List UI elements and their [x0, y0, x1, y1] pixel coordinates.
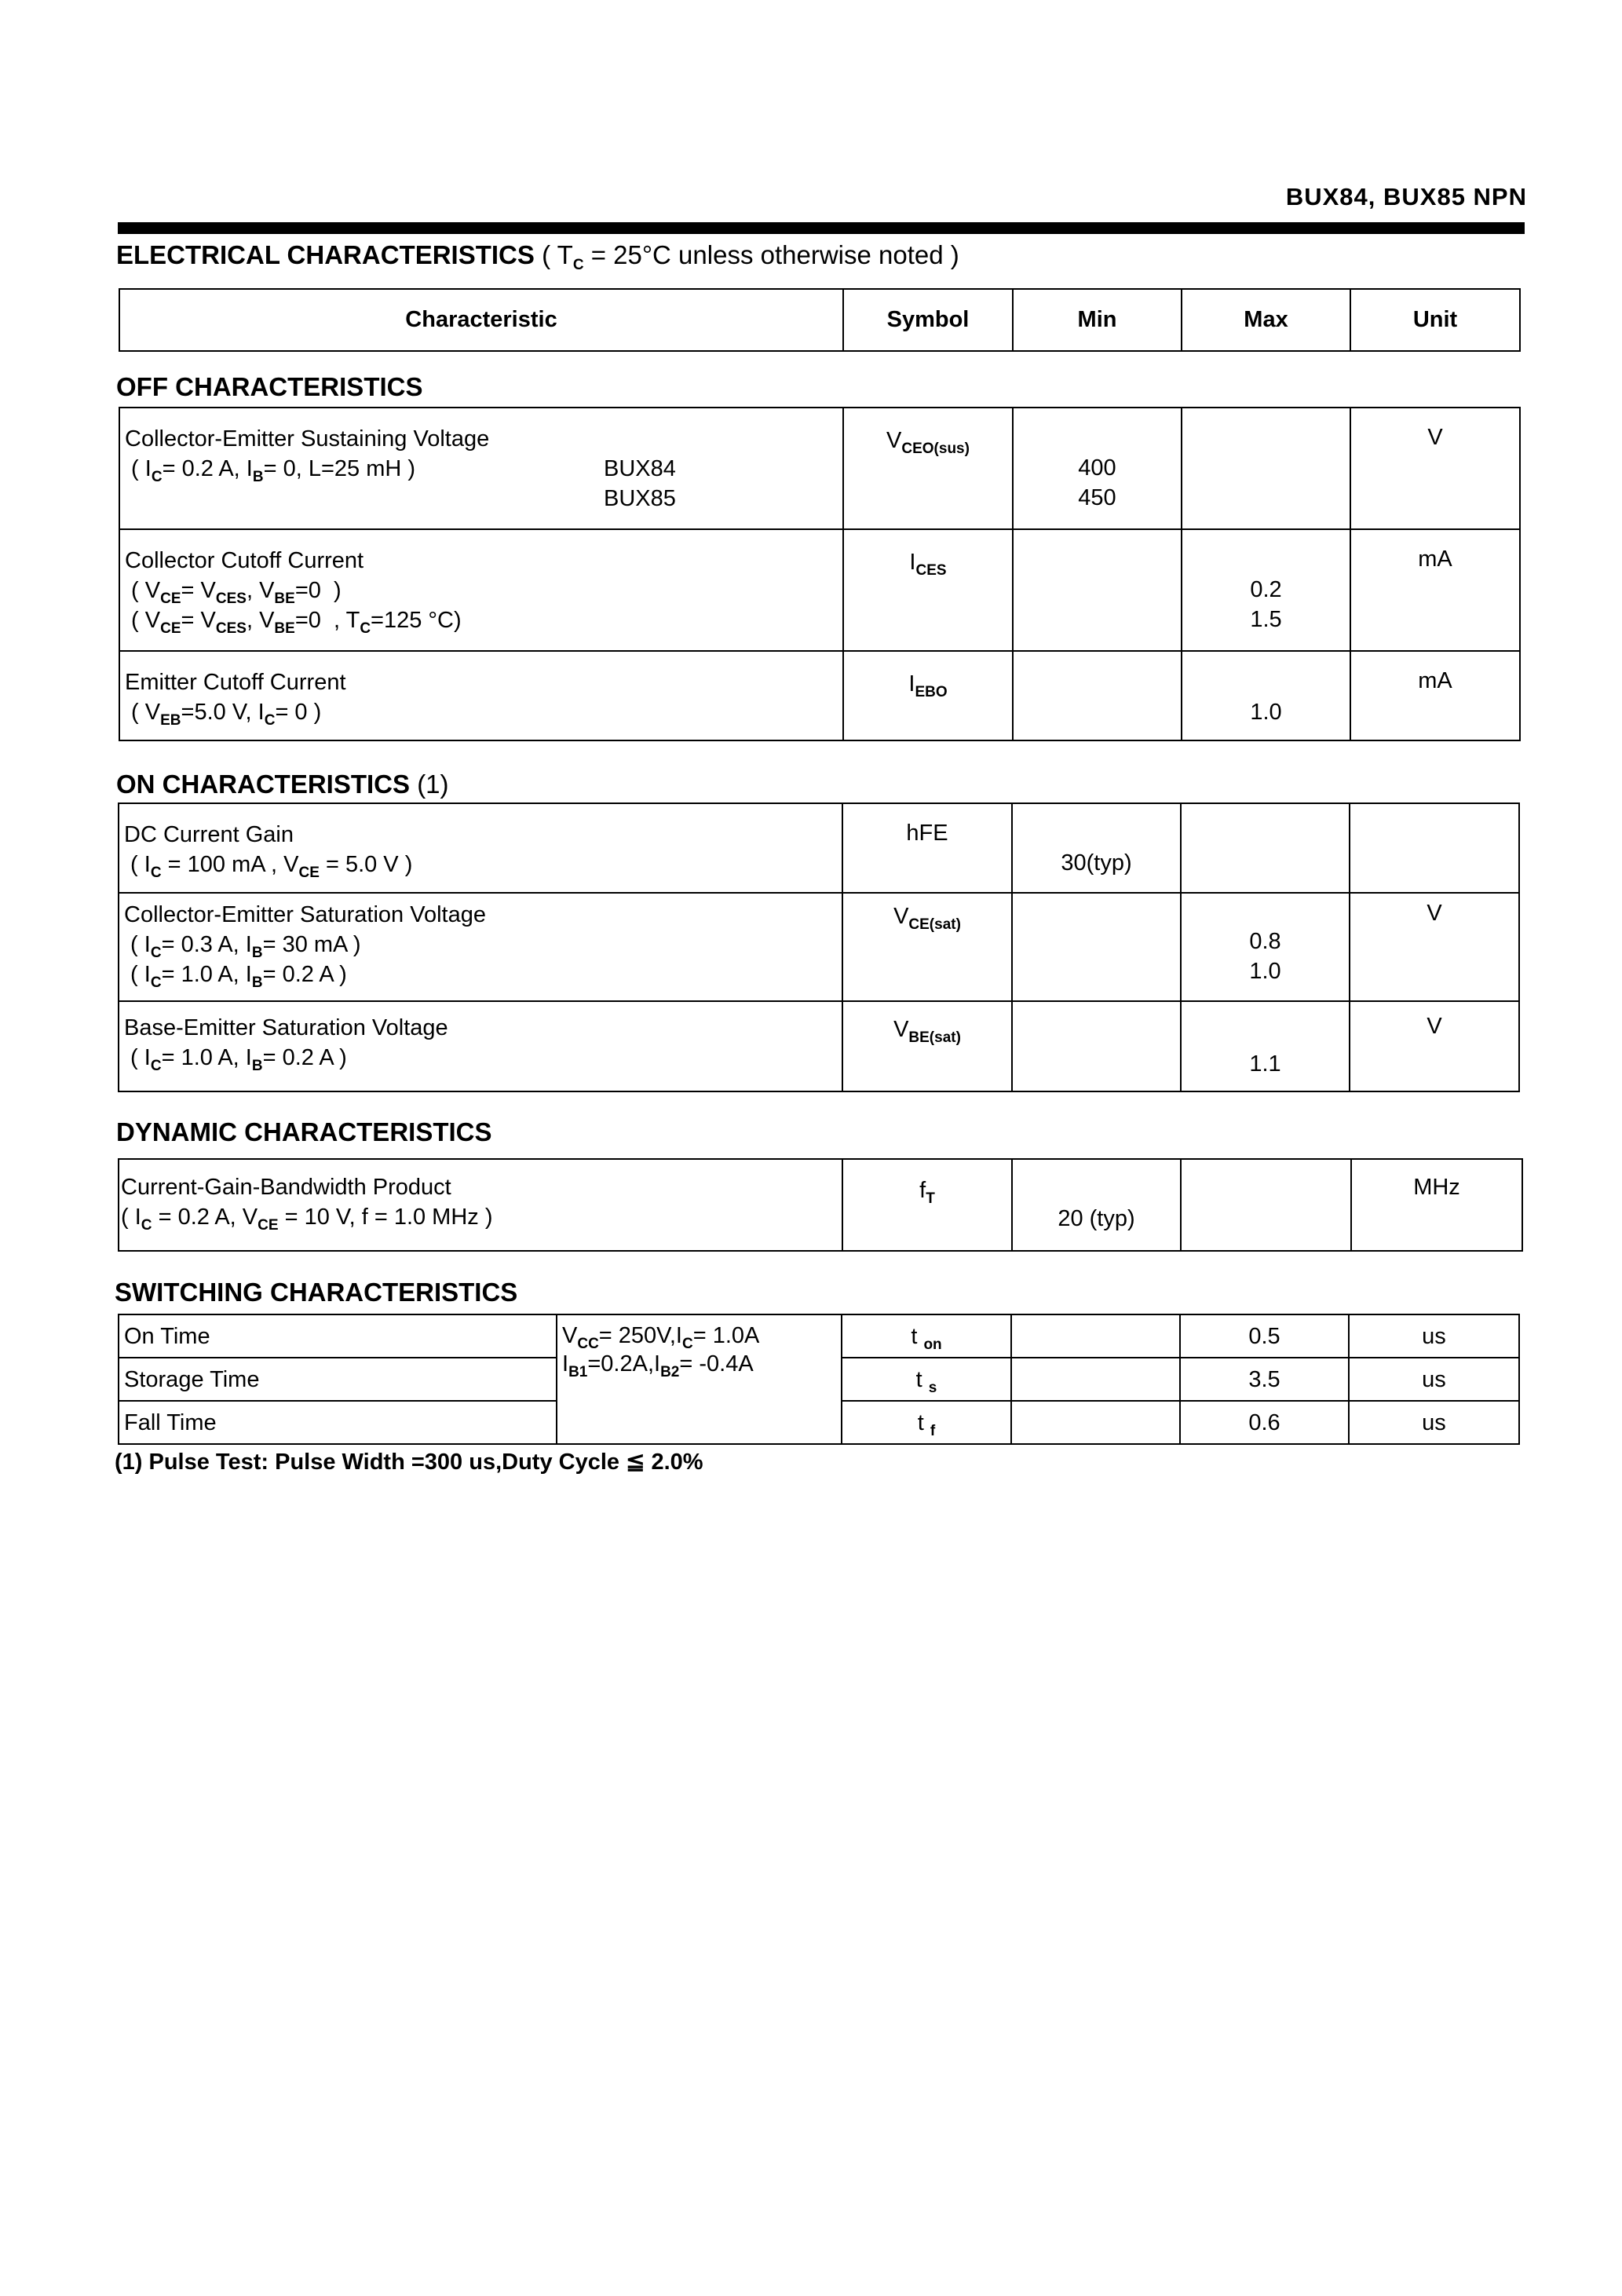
col-min: Min — [1013, 289, 1182, 351]
symbol-cell: t $_{on}$ — [842, 1314, 1011, 1358]
column-header-table — [119, 288, 1521, 352]
table-row — [119, 893, 1519, 1001]
unit-cell: us — [1349, 1358, 1519, 1401]
max-cell — [1181, 803, 1350, 893]
on-section-note: (1) — [417, 770, 449, 799]
row-name: Current-Gain-Bandwidth Product — [121, 1175, 451, 1200]
symbol-cell: $V_{CE(sat)}$ — [842, 893, 1012, 1001]
row-name: DC Current Gain — [124, 822, 294, 847]
row-condition: ( $I_C= 0.3$ A, $I_B= 30$ mA ) — [124, 932, 361, 961]
max-cell — [1182, 408, 1350, 529]
table-row — [119, 1001, 1519, 1091]
min-cell — [1012, 893, 1181, 1001]
unit-cell: mA — [1350, 651, 1520, 740]
row-condition: ( $I_C= 0.2$ A, $I_B= 0$, L=25 mH ) — [125, 456, 416, 485]
page-title — [116, 240, 959, 273]
row-condition: ( $V_{EB}=5.0$ V, $I_C= 0$ ) — [125, 700, 322, 729]
table-row — [119, 1159, 1522, 1251]
model-bux85: BUX85 — [604, 486, 676, 511]
unit-cell: V — [1350, 1001, 1519, 1091]
col-max: Max — [1182, 289, 1350, 351]
min-cell — [1013, 651, 1182, 740]
max-cell: 3.5 — [1180, 1358, 1349, 1401]
symbol-cell: $I_{CES}$ — [843, 529, 1013, 651]
max-cell: 1.0 — [1182, 651, 1350, 740]
row-condition: ( $I_C = 100$ mA , $V_{CE} = 5.0$ V ) — [124, 852, 413, 881]
row-name: Collector-Emitter Sustaining Voltage — [125, 426, 490, 452]
on-section-title: ON CHARACTERISTICS (1) — [116, 770, 449, 799]
unit-cell: V — [1350, 893, 1519, 1001]
row-condition: ( $V_{CE}= V_{CES}$, $V_{BE}=0$ ) — [125, 578, 342, 607]
row-name: Base-Emitter Saturation Voltage — [124, 1015, 448, 1040]
row-name: Storage Time — [119, 1358, 557, 1401]
row-condition: ( $V_{CE}= V_{CES}$, $V_{BE}=0$ , $T_C=125$ °C) — [125, 608, 462, 637]
symbol-cell: $f_T$ — [842, 1159, 1012, 1251]
footnote: (1) Pulse Test: Pulse Width =300 us,Duty Cycle ≦ 2.0% — [115, 1450, 703, 1475]
min-cell: 30(typ) — [1012, 803, 1181, 893]
title-bold: ELECTRICAL CHARACTERISTICS — [116, 240, 535, 269]
row-name: On Time — [119, 1314, 557, 1358]
table-row — [119, 803, 1519, 893]
col-symbol: Symbol — [843, 289, 1013, 351]
header-rule — [118, 222, 1525, 234]
dynamic-table — [118, 1158, 1523, 1252]
max-cell: 0.6 — [1180, 1401, 1349, 1444]
switching-table — [118, 1314, 1520, 1445]
max-cell: 0.5 — [1180, 1314, 1349, 1358]
row-name: Collector-Emitter Saturation Voltage — [124, 902, 486, 927]
symbol-cell: $V_{BE(sat)}$ — [842, 1001, 1012, 1091]
col-unit: Unit — [1350, 289, 1520, 351]
max-cell: 0.8 1.0 — [1181, 893, 1350, 1001]
min-cell — [1011, 1401, 1180, 1444]
unit-cell: V — [1350, 408, 1520, 529]
min-cell — [1013, 529, 1182, 651]
off-table — [119, 407, 1521, 741]
row-condition: ( $I_C = 0.2$ A, $V_{CE} = 10$ V, f = 1.0 MHz ) — [121, 1205, 493, 1234]
symbol-cell: t $_s$ — [842, 1358, 1011, 1401]
switching-conditions: $V_{CC}= 250V,I_C= 1.0A$ $I_{B1}=0.2A,I_{B2}= -0.4A$ — [557, 1314, 842, 1444]
table-row — [119, 1314, 1519, 1358]
min-cell — [1011, 1358, 1180, 1401]
row-condition: ( $I_C= 1.0$ A, $I_B= 0.2$ A ) — [124, 962, 347, 991]
symbol-cell: hFE — [842, 803, 1012, 893]
dynamic-section-title: DYNAMIC CHARACTERISTICS — [116, 1117, 492, 1146]
unit-cell: MHz — [1351, 1159, 1522, 1251]
symbol-cell: t $_f$ — [842, 1401, 1011, 1444]
unit-cell — [1350, 803, 1519, 893]
unit-cell: us — [1349, 1314, 1519, 1358]
max-cell: 0.2 1.5 — [1182, 529, 1350, 651]
unit-cell: us — [1349, 1401, 1519, 1444]
row-name: Fall Time — [119, 1401, 557, 1444]
min-cell: 400 450 — [1013, 408, 1182, 529]
title-condition: ( $T_C = 25^\circ C$ unless otherwise noted ) — [542, 240, 959, 273]
part-number: BUX84, BUX85 NPN — [1285, 183, 1527, 210]
table-row — [119, 529, 1520, 651]
row-name: Emitter Cutoff Current — [125, 670, 346, 695]
symbol-cell: $V_{CEO(sus)}$ — [843, 408, 1013, 529]
row-name: Collector Cutoff Current — [125, 548, 364, 573]
model-bux84: BUX84 — [604, 456, 676, 481]
col-characteristic: Characteristic — [119, 289, 843, 351]
row-condition: ( $I_C= 1.0$ A, $I_B= 0.2$ A ) — [124, 1045, 347, 1074]
table-row — [119, 651, 1520, 740]
max-cell — [1181, 1159, 1351, 1251]
symbol-cell: $I_{EBO}$ — [843, 651, 1013, 740]
min-cell: 20 (typ) — [1012, 1159, 1181, 1251]
min-cell — [1012, 1001, 1181, 1091]
unit-cell: mA — [1350, 529, 1520, 651]
off-section-title: OFF CHARACTERISTICS — [116, 372, 423, 401]
on-table — [118, 803, 1520, 1092]
switching-section-title: SWITCHING CHARACTERISTICS — [115, 1278, 518, 1307]
min-cell — [1011, 1314, 1180, 1358]
table-row — [119, 408, 1520, 529]
max-cell: 1.1 — [1181, 1001, 1350, 1091]
